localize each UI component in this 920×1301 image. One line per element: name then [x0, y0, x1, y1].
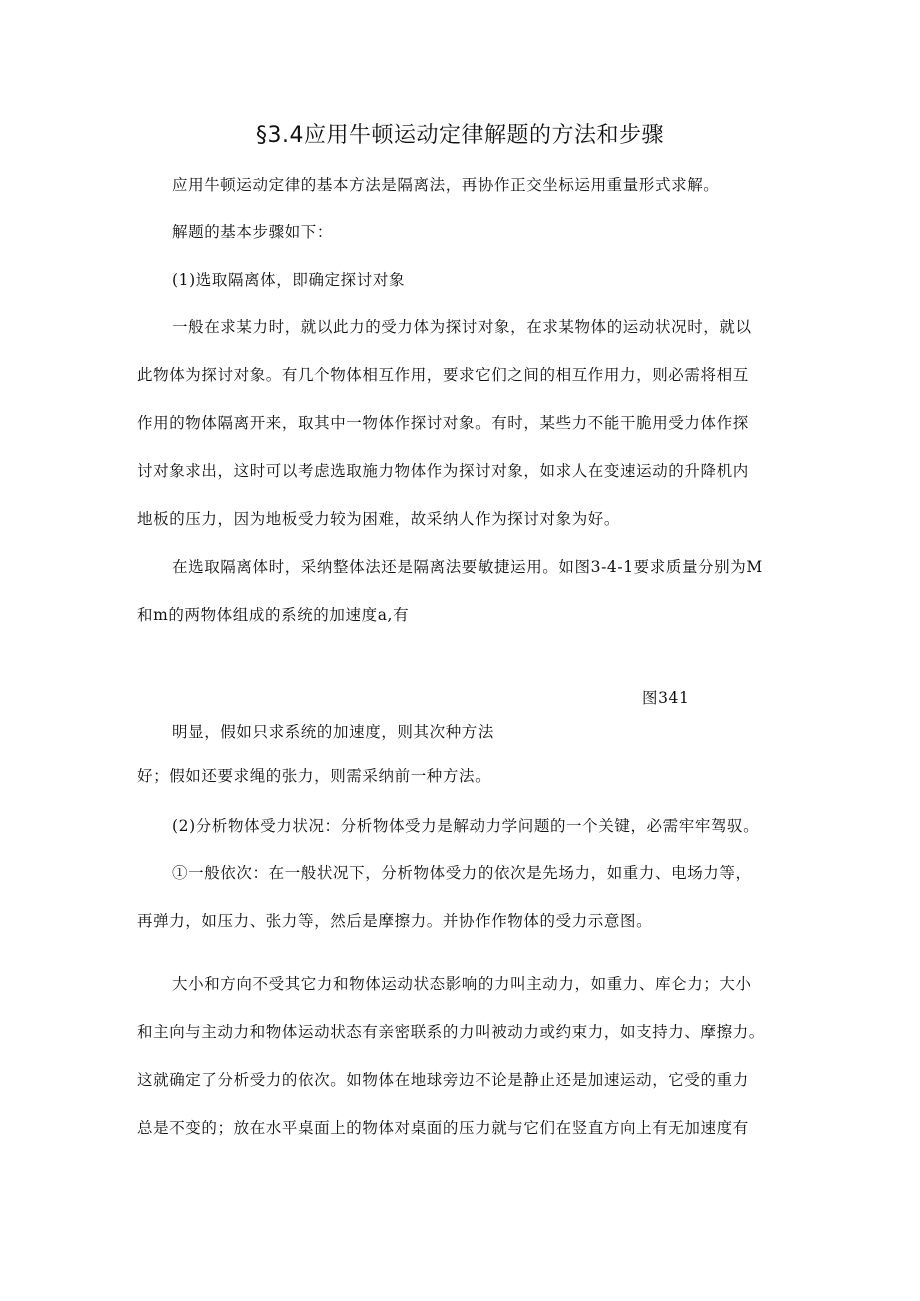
paragraph-line: 地板的压力，因为地板受力较为困难，故采纳人作为探讨对象为好。	[137, 510, 621, 528]
paragraph-line: 作用的物体隔离开来，取其中一物体作探讨对象。有时，某些力不能干脆用受力体作探	[137, 414, 749, 432]
paragraph-line: 再弹力，如压力、张力等，然后是摩擦力。并协作作物体的受力示意图。	[137, 912, 653, 930]
step-1-heading: (1)选取隔离体，即确定探讨对象	[172, 271, 406, 289]
paragraph-steps-intro: 解题的基本步骤如下：	[172, 223, 334, 241]
paragraph-line: 和主向与主动力和物体运动状态有亲密联系的力叫被动力或约束力，如支持力、摩擦力。	[137, 1023, 765, 1041]
paragraph-line: 总是不变的；放在水平桌面上的物体对桌面的压力就与它们在竖直方向上有无加速度有	[137, 1119, 749, 1137]
page-title: §3.4应用牛顿运动定律解题的方法和步骤	[256, 123, 664, 148]
paragraph-line: 在选取隔离体时，采纳整体法还是隔离法要敏捷运用。如图3-4-1要求质量分别为M	[172, 558, 763, 576]
paragraph-method: 应用牛顿运动定律的基本方法是隔离法，再协作正交坐标运用重量形式求解。	[172, 176, 720, 194]
paragraph-line: 这就确定了分析受力的依次。如物体在地球旁边不论是静止还是加速运动，它受的重力	[137, 1071, 749, 1089]
paragraph-line: 讨对象求出，这时可以考虑选取施力物体作为探讨对象，如求人在变速运动的升降机内	[137, 462, 749, 480]
paragraph-line: ①一般依次：在一般状况下，分析物体受力的依次是先场力，如重力、电场力等，	[172, 864, 752, 882]
paragraph-line: 此物体为探讨对象。有几个物体相互作用，要求它们之间的相互作用力，则必需将相互	[137, 366, 749, 384]
paragraph-line: 明显，假如只求系统的加速度，则其次种方法	[172, 723, 495, 741]
figure-caption: 图341	[642, 689, 690, 707]
paragraph-line: 大小和方向不受其它力和物体运动状态影响的力叫主动力，如重力、库仑力；大小	[172, 975, 752, 993]
step-2-heading: (2)分析物体受力状况：分析物体受力是解动力学问题的一个关键，必需牢牢驾驭。	[172, 817, 760, 835]
paragraph-line: 一般在求某力时，就以此力的受力体为探讨对象，在求某物体的运动状况时，就以	[172, 318, 752, 336]
paragraph-line: 和m的两物体组成的系统的加速度a,有	[137, 606, 410, 624]
paragraph-line: 好；假如还要求绳的张力，则需采纳前一种方法。	[137, 767, 492, 785]
